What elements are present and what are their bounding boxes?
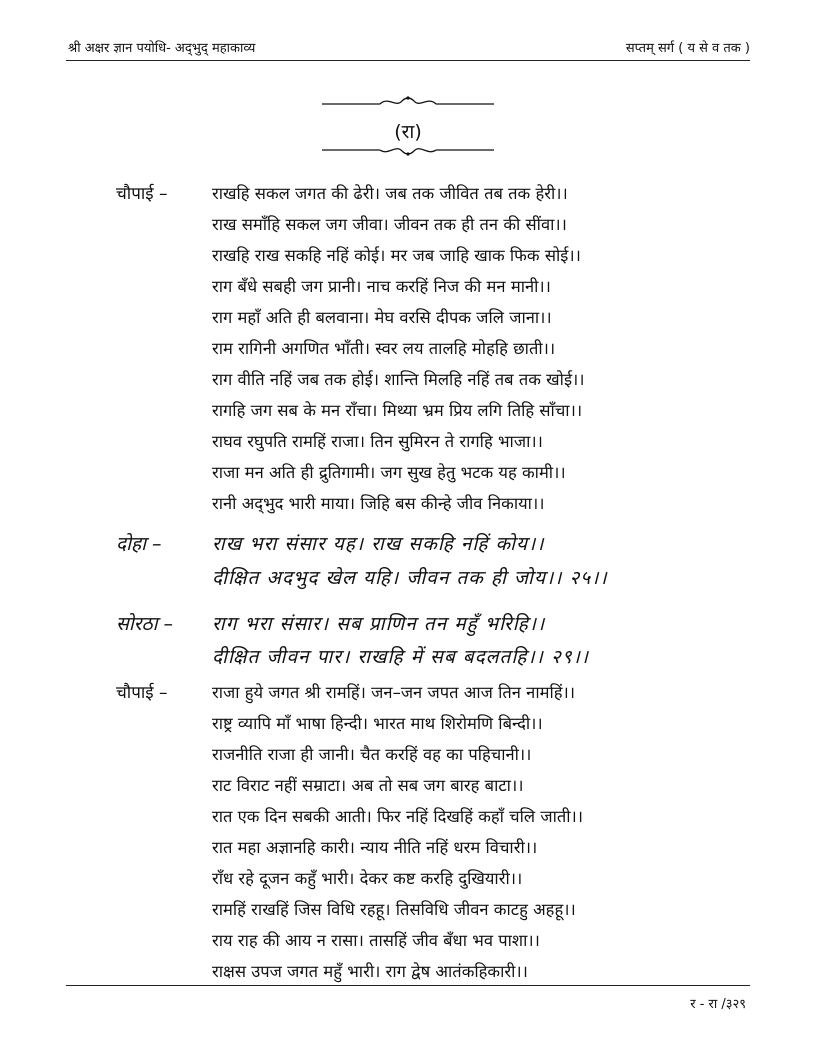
verse-line: राग बँधे सबही जग प्रानी। नाच करहिं निज की मन मानी।। xyxy=(212,277,551,296)
verse-line: राघव रघुपति रामहिं राजा। तिन सुमिरन ते रागहि भाजा।। xyxy=(212,432,543,451)
ornament-divider-top xyxy=(318,94,498,110)
verse-line: राम रागिनी अगणित भाँती। स्वर लय तालहि मोहहि छाती।। xyxy=(212,339,556,358)
page-header-right: सप्तम् सर्ग ( य से व तक ) xyxy=(625,41,750,56)
verse-line: रात एक दिन सबकी आती। फिर नहिं दिखहिं कहाँ चलि जाती।। xyxy=(212,807,584,826)
verse-line: रानी अद्‌भुद भारी माया। जिहि बस कीन्हे जीव निकाया।। xyxy=(212,494,545,513)
ornament-divider-bottom xyxy=(318,142,498,158)
verse-line: राजा मन अति ही द्रुतिगामी। जग सुख हेतु भटक यह कामी।। xyxy=(212,463,566,482)
doha-line: राख भरा संसार यह। राख सकहि नहिं कोय।। xyxy=(212,533,545,555)
stanza-label-sortha: सोरठा – xyxy=(116,613,174,635)
verse-line: राग महाँ अति ही बलवाना। मेघ वरसि दीपक जलि जाना।। xyxy=(212,308,552,327)
verse-line: राग वीति नहिं जब तक होई। शान्ति मिलहि नहिं तब तक खोई।। xyxy=(212,370,585,389)
sortha-line: दीक्षित जीवन पार। राखहि में सब बदलतहि।। २९।। xyxy=(212,646,589,668)
verse-line: राय राह की आय न रासा। तासहिं जीव बँधा भव पाशा।। xyxy=(212,931,540,950)
verse-line: राखहि राख सकहि नहिं कोई। मर जब जाहि खाक फिक सोई।। xyxy=(212,246,581,265)
footer-rule xyxy=(66,985,750,986)
stanza-label-chaupai-1: चौपाई – xyxy=(116,184,168,204)
page-number: र - रा /३२९ xyxy=(690,997,746,1012)
stanza-label-doha: दोहा – xyxy=(116,533,162,555)
sortha-line: राग भरा संसार। सब प्राणिन तन महुँ भरिहि।। xyxy=(212,613,546,635)
stanza-label-chaupai-2: चौपाई – xyxy=(116,683,168,703)
verse-line: राजनीति राजा ही जानी। चैत करहिं वह का पहिचानी।। xyxy=(212,745,532,764)
section-title: (रा) xyxy=(394,121,422,143)
verse-line: राखहि सकल जगत की ढेरी। जब तक जीवित तब तक हेरी।। xyxy=(212,184,568,203)
verse-line: रागहि जग सब के मन राँचा। मिथ्या भ्रम प्रिय लगि तिहि साँचा।। xyxy=(212,401,583,420)
verse-line: राष्ट्र व्यापि माँ भाषा हिन्दी। भारत माथ शिरोमणि बिन्दी।। xyxy=(212,714,543,733)
verse-line: रामहिं राखहिं जिस विधि रहहू। तिसविधि जीवन काटहु अहहू।। xyxy=(212,900,576,919)
verse-line: राँध रहे दूजन कहुँ भारी। देकर कष्ट करहि दुखियारी।। xyxy=(212,869,523,888)
page-header-left: श्री अक्षर ज्ञान पयोधि- अद्‌भुद् महाकाव्य xyxy=(68,41,256,56)
verse-line: रात महा अज्ञानहि कारी। न्याय नीति नहिं धरम विचारी।। xyxy=(212,838,538,857)
verse-line: राक्षस उपज जगत महुँ भारी। राग द्वेष आतंकहिकारी।। xyxy=(212,962,528,981)
verse-line: राट विराट नहीं सम्राटा। अब तो सब जग बारह बाटा।। xyxy=(212,776,524,795)
doha-line: दीक्षित अदभुद खेल यहि। जीवन तक ही जोय।। २५।। xyxy=(212,567,608,589)
header-rule xyxy=(66,60,750,61)
verse-line: राख समाँहि सकल जग जीवा। जीवन तक ही तन की सींवा।। xyxy=(212,215,567,234)
verse-line: राजा हुये जगत श्री रामहिं। जन–जन जपत आज तिन नामहिं।। xyxy=(212,683,575,702)
